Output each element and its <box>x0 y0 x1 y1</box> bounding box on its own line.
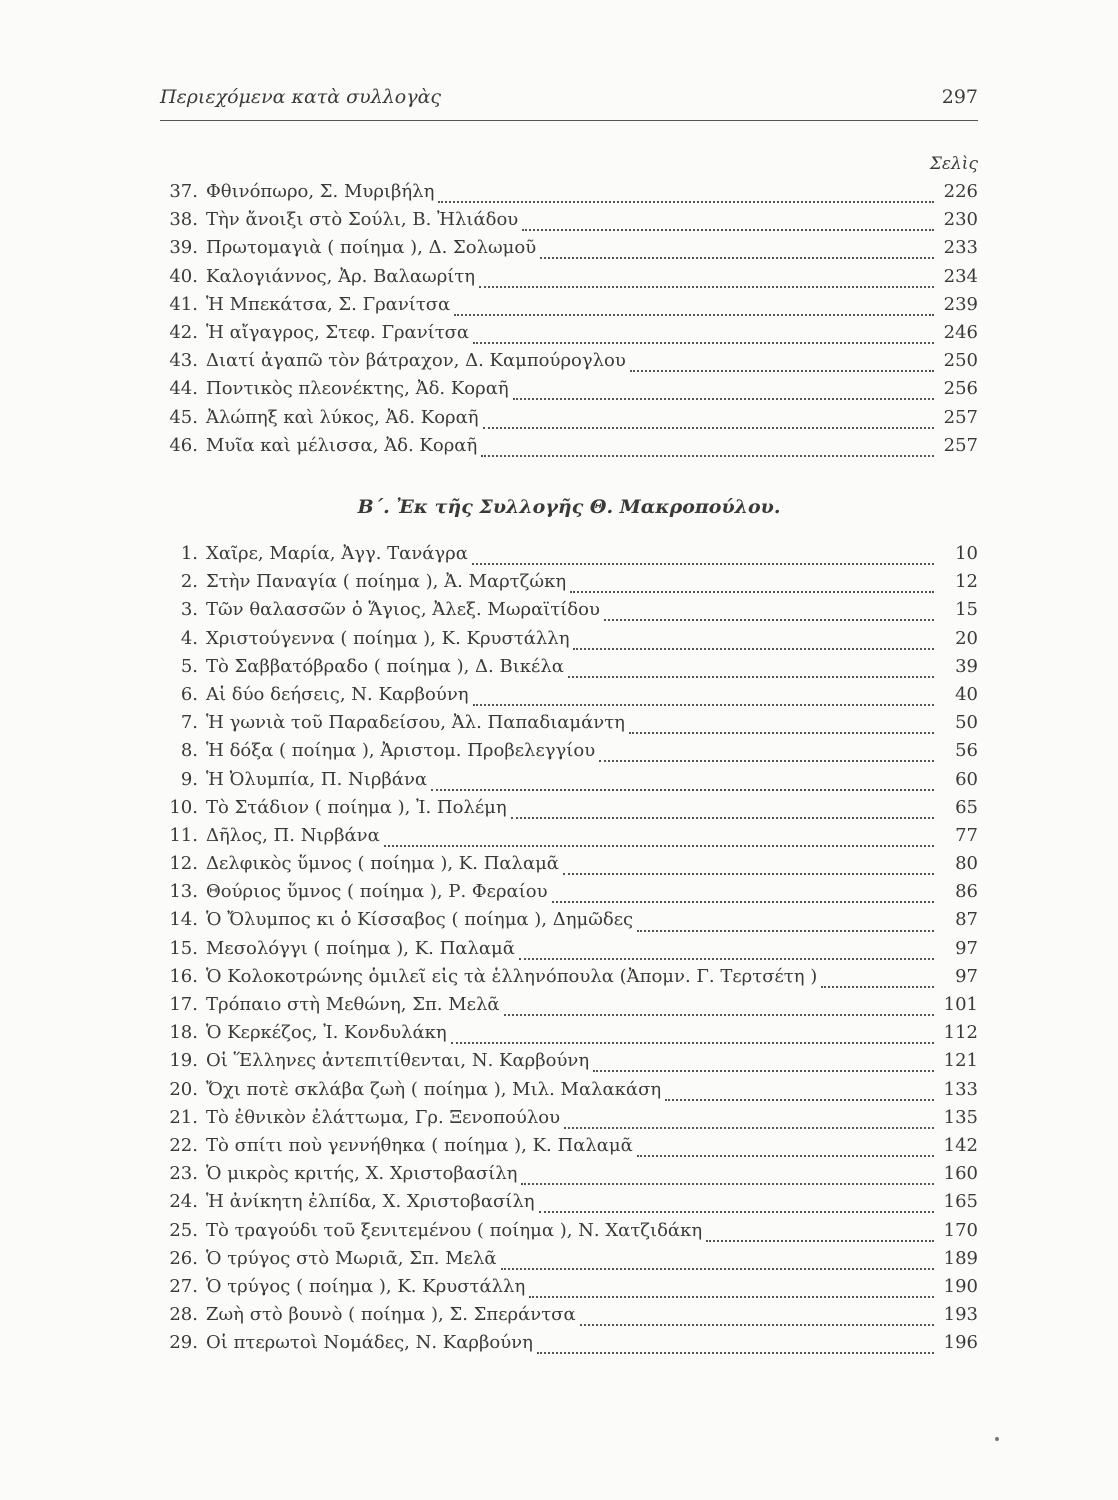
entry-page: 233 <box>943 237 978 259</box>
entry-page: 142 <box>943 1134 978 1156</box>
column-heading-page: Σελὶς <box>929 154 978 174</box>
entry-title: Φθινόπωρο, Σ. Μυριβήλη <box>206 181 435 202</box>
entry-number: 44. <box>169 378 198 400</box>
entry-number: 45. <box>169 406 198 428</box>
entry-page: 20 <box>955 627 978 649</box>
entry-title: Ὁ τρύγος στὸ Μωριᾶ, Σπ. Μελᾶ <box>206 1247 497 1269</box>
entry-title: Ἡ δόξα ( ποίημα ), Ἀριστομ. Προβελεγγίου <box>206 740 596 762</box>
entry-title: Δελφικὸς ὕμνος ( ποίημα ), Κ. Παλαμᾶ <box>206 853 559 875</box>
entry-number: 39. <box>169 237 198 259</box>
entry-number: 17. <box>169 994 198 1015</box>
entry-page: 97 <box>955 965 978 987</box>
entry-page: 56 <box>955 740 978 762</box>
entry-number: 24. <box>169 1191 198 1213</box>
entry-page: 80 <box>955 853 978 875</box>
entry-number: 19. <box>169 1050 198 1072</box>
entry-page: 196 <box>943 1332 978 1354</box>
entry-title: Ἡ αἴγαγρος, Στεφ. Γρανίτσα <box>206 321 470 343</box>
entry-title: Χριστούγεννα ( ποίημα ), Κ. Κρυστάλλη <box>206 627 570 649</box>
leader-dots <box>539 1201 934 1213</box>
entry-title: Τὸ τραγούδι τοῦ ξενιτεμένου ( ποίημα ), Ν. Χατζιδάκη <box>206 1219 703 1241</box>
contents-list-a <box>160 178 978 460</box>
entry-title: Καλογιάννος, Ἀρ. Βαλαωρίτη <box>206 265 476 287</box>
entry-title: Ἡ ἀνίκητη ἐλπίδα, Χ. Χριστοβασίλη <box>206 1191 535 1213</box>
entry-title: Τὸ Στάδιον ( ποίημα ), Ἰ. Πολέμη <box>206 796 507 818</box>
entry-number: 2. <box>180 571 198 593</box>
leader-dots <box>629 722 934 734</box>
entry-title: Ἡ Ὀλυμπία, Π. Νιρβάνα <box>206 768 428 790</box>
entry-page: 86 <box>955 881 978 903</box>
section-b-title: Β΄. Ἐκ τῆς Συλλογῆς Θ. Μακροπούλου. <box>357 496 781 518</box>
header-title: Περιεχόμενα κατὰ συλλογὰς <box>160 86 442 108</box>
leader-dots <box>501 1258 934 1270</box>
entry-number: 42. <box>169 321 198 343</box>
leader-dots <box>513 388 934 400</box>
entry-number: 14. <box>169 909 198 931</box>
toc-entry <box>160 375 978 403</box>
toc-entry <box>160 653 978 681</box>
toc-entry <box>160 432 978 460</box>
contents-list-b <box>160 540 978 1357</box>
toc-entry <box>160 1329 978 1357</box>
entry-title: Οἱ Ἕλληνες ἀντεπιτίθενται, Ν. Καρβούνη <box>206 1050 590 1072</box>
entry-title: Τὸ ἐθνικὸν ἐλάττωμα, Γρ. Ξενοπούλου <box>206 1106 561 1128</box>
entry-page: 101 <box>943 994 978 1015</box>
toc-entry <box>160 766 978 794</box>
entry-number: 7. <box>180 712 198 734</box>
entry-page: 189 <box>943 1247 978 1269</box>
entry-number: 20. <box>169 1078 198 1100</box>
toc-entry <box>160 1245 978 1273</box>
leader-dots <box>522 219 934 231</box>
entry-page: 12 <box>955 571 978 593</box>
leader-dots <box>821 976 934 988</box>
entry-page: 135 <box>943 1106 978 1128</box>
entry-page: 190 <box>943 1275 978 1297</box>
entry-number: 37. <box>169 181 198 202</box>
entry-page: 112 <box>943 1022 978 1044</box>
page-number: 297 <box>941 86 978 108</box>
entry-page: 165 <box>943 1191 978 1213</box>
toc-entry <box>160 935 978 963</box>
entry-number: 8. <box>180 740 198 762</box>
entry-title: Ἡ γωνιὰ τοῦ Παραδείσου, Ἀλ. Παπαδιαμάντη <box>206 712 625 734</box>
entry-number: 3. <box>180 599 198 621</box>
entry-title: Ὁ τρύγος ( ποίημα ), Κ. Κρυστάλλη <box>206 1275 526 1297</box>
entry-title: Ὁ Ὄλυμπος κι ὁ Κίσσαβος ( ποίημα ), Δημῶδες <box>206 909 634 931</box>
entry-number: 28. <box>169 1304 198 1326</box>
leader-dots <box>665 1089 934 1101</box>
leader-dots <box>706 1230 934 1242</box>
entry-number: 27. <box>169 1275 198 1297</box>
entry-page: 246 <box>943 321 978 343</box>
entry-page: 121 <box>943 1050 978 1072</box>
entry-number: 18. <box>169 1022 198 1044</box>
paper-speck <box>995 1437 999 1441</box>
leader-dots <box>570 581 934 593</box>
toc-entry <box>160 794 978 822</box>
entry-page: 77 <box>955 824 978 846</box>
entry-title: Ζωὴ στὸ βουνὸ ( ποίημα ), Σ. Σπεράντσα <box>206 1304 576 1326</box>
entry-number: 4. <box>180 627 198 649</box>
toc-entry <box>160 263 978 291</box>
leader-dots <box>604 609 934 621</box>
entry-number: 22. <box>169 1134 198 1156</box>
entry-page: 239 <box>943 293 978 315</box>
toc-entry <box>160 822 978 850</box>
entry-page: 39 <box>955 655 978 677</box>
leader-dots <box>473 332 934 344</box>
toc-entry <box>160 991 978 1019</box>
leader-dots <box>451 1032 934 1044</box>
toc-entry <box>160 737 978 765</box>
entry-title: Ποντικὸς πλεονέκτης, Ἀδ. Κοραῆ <box>206 378 509 400</box>
entry-page: 87 <box>955 909 978 931</box>
toc-entry <box>160 206 978 234</box>
entry-title: Αἱ δύο δεήσεις, Ν. Καρβούνη <box>206 683 469 705</box>
toc-entry <box>160 347 978 375</box>
leader-dots <box>564 1117 934 1129</box>
entry-title: Ὁ μικρὸς κριτής, Χ. Χριστοβασίλη <box>206 1163 518 1185</box>
entry-number: 25. <box>169 1219 198 1241</box>
entry-title: Θούριος ὕμνος ( ποίημα ), Ρ. Φεραίου <box>206 881 548 903</box>
toc-entry <box>160 568 978 596</box>
entry-page: 250 <box>943 350 978 372</box>
leader-dots <box>511 807 934 819</box>
leader-dots <box>568 666 934 678</box>
toc-entry <box>160 291 978 319</box>
entry-number: 40. <box>169 265 198 287</box>
entry-number: 15. <box>169 937 198 959</box>
entry-number: 43. <box>169 350 198 372</box>
leader-dots <box>504 1004 934 1016</box>
leader-dots <box>580 1314 934 1326</box>
leader-dots <box>563 863 934 875</box>
leader-dots <box>529 1286 934 1298</box>
leader-dots <box>637 920 934 932</box>
entry-number: 26. <box>169 1247 198 1269</box>
header-rule <box>160 120 978 121</box>
toc-entry <box>160 906 978 934</box>
leader-dots <box>552 891 934 903</box>
leader-dots <box>519 948 934 960</box>
entry-title: Ὁ Κολοκοτρώνης ὁμιλεῖ εἰς τὰ ἑλληνόπουλα (Ἀπομν. Γ. Τερτσέτη ) <box>206 965 818 987</box>
entry-title: Ἀλώπηξ καὶ λύκος, Ἀδ. Κοραῆ <box>206 406 479 428</box>
toc-entry <box>160 1160 978 1188</box>
entry-number: 12. <box>169 853 198 875</box>
entry-page: 15 <box>955 599 978 621</box>
leader-dots <box>454 304 934 316</box>
entry-title: Πρωτομαγιὰ ( ποίημα ), Δ. Σολωμοῦ <box>206 237 537 259</box>
entry-page: 60 <box>955 768 978 790</box>
leader-dots <box>537 1342 934 1354</box>
entry-number: 9. <box>180 768 198 790</box>
toc-entry <box>160 625 978 653</box>
leader-dots <box>481 445 934 457</box>
entry-number: 46. <box>169 434 198 456</box>
entry-page: 160 <box>943 1163 978 1185</box>
toc-entry <box>160 596 978 624</box>
entry-title: Ἡ Μπεκάτσα, Σ. Γρανίτσα <box>206 293 451 315</box>
leader-dots <box>637 1145 934 1157</box>
entry-page: 170 <box>943 1219 978 1241</box>
toc-entry <box>160 1132 978 1160</box>
entry-number: 38. <box>169 209 198 231</box>
toc-entry <box>160 1217 978 1245</box>
entry-title: Χαῖρε, Μαρία, Ἀγγ. Τανάγρα <box>206 543 468 564</box>
toc-entry <box>160 878 978 906</box>
leader-dots <box>384 835 934 847</box>
entry-title: Διατί ἀγαπῶ τὸν βάτραχον, Δ. Καμπούρογλου <box>206 350 626 372</box>
leader-dots <box>573 638 934 650</box>
entry-number: 41. <box>169 293 198 315</box>
entry-page: 65 <box>955 796 978 818</box>
toc-entry <box>160 1104 978 1132</box>
entry-page: 234 <box>943 265 978 287</box>
toc-entry <box>160 1019 978 1047</box>
entry-number: 5. <box>180 655 198 677</box>
entry-number: 21. <box>169 1106 198 1128</box>
leader-dots <box>479 276 934 288</box>
entry-title: Τὸ Σαββατόβραδο ( ποίημα ), Δ. Βικέλα <box>206 655 564 677</box>
entry-page: 257 <box>943 406 978 428</box>
entry-title: Ὄχι ποτὲ σκλάβα ζωὴ ( ποίημα ), Μιλ. Μαλακάση <box>206 1078 662 1100</box>
entry-title: Οἱ πτερωτοὶ Νομάδες, Ν. Καρβούνη <box>206 1332 533 1354</box>
entry-title: Τὴν ἄνοιξι στὸ Σούλι, Β. Ἠλιάδου <box>206 209 519 231</box>
entry-number: 13. <box>169 881 198 903</box>
entry-number: 29. <box>169 1332 198 1354</box>
toc-entry <box>160 1188 978 1216</box>
toc-entry <box>160 963 978 991</box>
entry-number: 10. <box>169 796 198 818</box>
leader-dots <box>630 360 934 372</box>
entry-page: 257 <box>943 434 978 456</box>
entry-number: 16. <box>169 965 198 987</box>
toc-entry <box>160 404 978 432</box>
leader-dots <box>438 191 934 203</box>
leader-dots <box>483 417 934 429</box>
entry-page: 256 <box>943 378 978 400</box>
toc-entry <box>160 709 978 737</box>
leader-dots <box>472 553 934 565</box>
entry-title: Μυῖα καὶ μέλισσα, Ἀδ. Κοραῆ <box>206 434 478 456</box>
toc-entry <box>160 319 978 347</box>
entry-page: 97 <box>955 937 978 959</box>
leader-dots <box>431 779 934 791</box>
entry-title: Στὴν Παναγία ( ποίημα ), Ἀ. Μαρτζώκη <box>206 571 567 593</box>
entry-page: 40 <box>955 683 978 705</box>
toc-entry <box>160 540 978 568</box>
toc-entry <box>160 1301 978 1329</box>
entry-number: 11. <box>169 824 198 846</box>
toc-entry <box>160 178 978 206</box>
entry-title: Τὸ σπίτι ποὺ γεννήθηκα ( ποίημα ), Κ. Παλαμᾶ <box>206 1134 633 1156</box>
toc-entry <box>160 850 978 878</box>
toc-entry <box>160 681 978 709</box>
running-header <box>160 86 978 116</box>
entry-page: 10 <box>955 543 978 564</box>
entry-page: 230 <box>943 209 978 231</box>
entry-page: 193 <box>943 1304 978 1326</box>
entry-number: 23. <box>169 1163 198 1185</box>
entry-number: 6. <box>180 683 198 705</box>
leader-dots <box>599 750 934 762</box>
entry-title: Τῶν θαλασσῶν ὁ Ἅγιος, Ἀλεξ. Μωραϊτίδου <box>206 599 600 621</box>
toc-entry <box>160 1047 978 1075</box>
leader-dots <box>473 694 934 706</box>
entry-title: Τρόπαιο στὴ Μεθώνη, Σπ. Μελᾶ <box>206 994 500 1015</box>
toc-entry <box>160 234 978 262</box>
leader-dots <box>521 1173 934 1185</box>
entry-page: 226 <box>943 181 978 202</box>
toc-entry <box>160 1273 978 1301</box>
leader-dots <box>593 1060 934 1072</box>
entry-title: Ὁ Κερκέζος, Ἰ. Κονδυλάκη <box>206 1022 447 1044</box>
toc-entry <box>160 1076 978 1104</box>
entry-number: 1. <box>180 543 198 564</box>
leader-dots <box>540 247 934 259</box>
entry-title: Δῆλος, Π. Νιρβάνα <box>206 824 380 846</box>
entry-page: 133 <box>943 1078 978 1100</box>
entry-page: 50 <box>955 712 978 734</box>
entry-title: Μεσολόγγι ( ποίημα ), Κ. Παλαμᾶ <box>206 937 515 959</box>
